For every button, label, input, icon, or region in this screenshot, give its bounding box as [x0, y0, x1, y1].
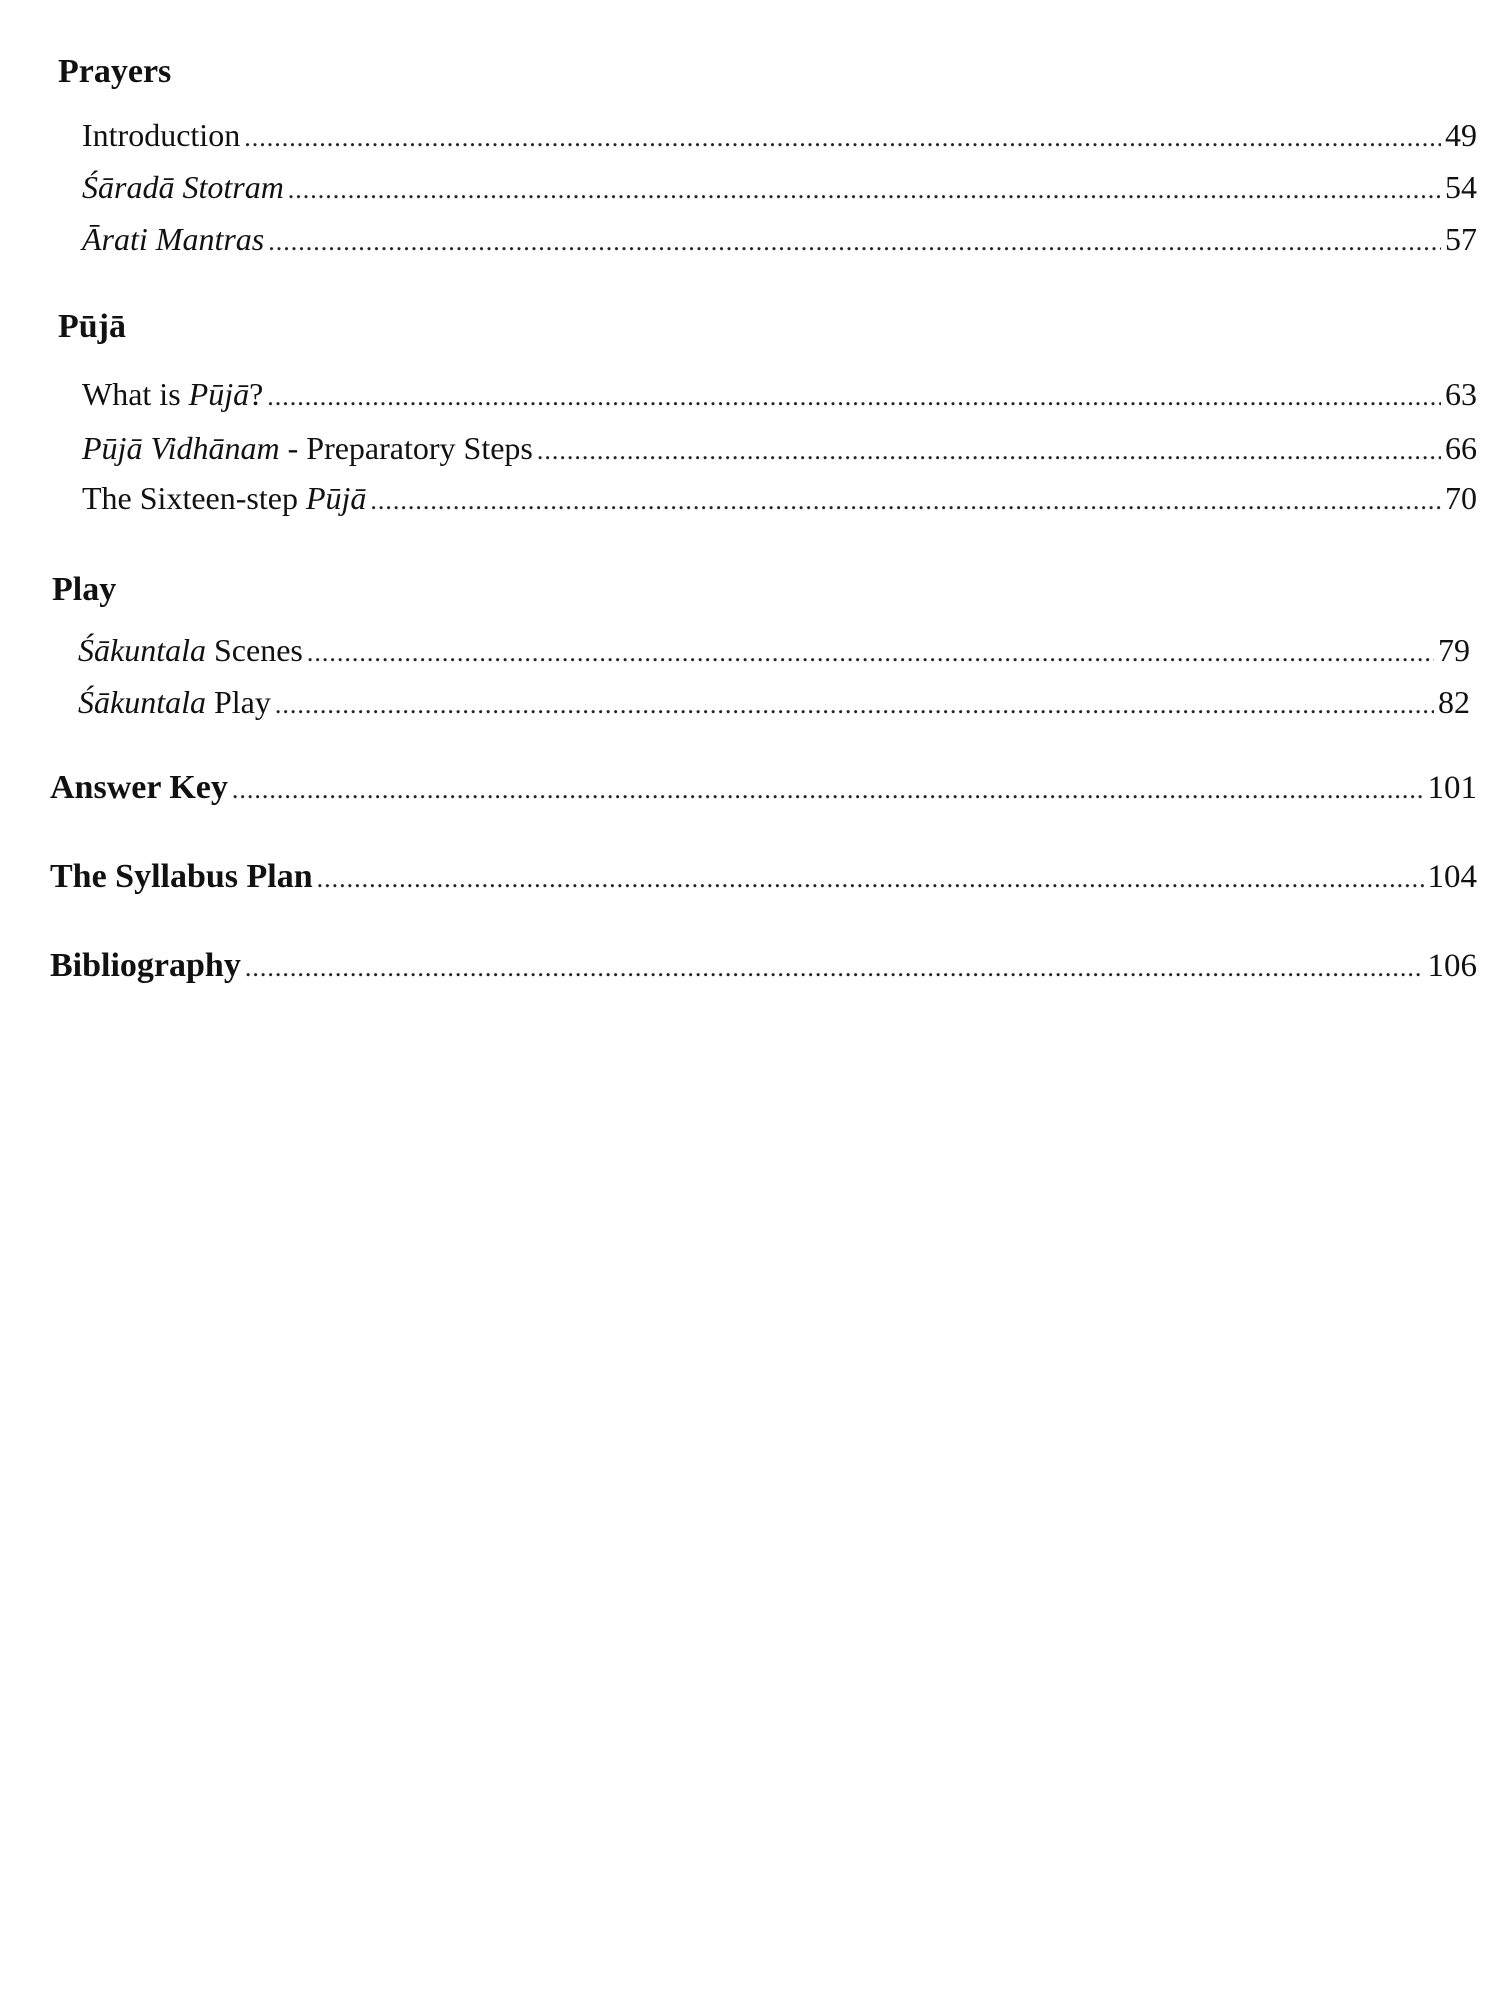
dot-leader [537, 431, 1441, 471]
dot-leader [307, 633, 1434, 673]
dot-leader [288, 170, 1441, 210]
title-after: ? [249, 376, 264, 412]
dot-leader [370, 481, 1441, 521]
toc-entry-title: Answer Key [50, 769, 228, 806]
dot-leader [245, 948, 1424, 988]
toc-entry-title [82, 374, 263, 414]
toc-entry-syllabus-plan[interactable] [50, 857, 1477, 899]
toc-page-number: 70 [1445, 480, 1477, 516]
toc-entry-title [82, 428, 533, 468]
toc-entry-arati-mantras[interactable] [82, 219, 1477, 262]
title-after: Scenes [205, 632, 303, 668]
toc-entry-title [78, 630, 303, 670]
toc-page-number: 66 [1445, 430, 1477, 466]
title-after: Play [205, 684, 271, 720]
toc-page-number: 49 [1445, 117, 1477, 153]
title-italic: Pūjā [305, 480, 367, 516]
dot-leader [317, 859, 1424, 899]
toc-entry-title [82, 478, 366, 518]
toc-page-number: 79 [1438, 632, 1470, 668]
toc-entry-title: Bibliography [50, 947, 241, 984]
title-plain: The Sixteen-step [82, 480, 306, 516]
toc-page-number: 101 [1427, 770, 1477, 806]
toc-entry-sakuntala-play[interactable] [78, 682, 1470, 725]
toc-page-number: 63 [1445, 376, 1477, 412]
toc-page-number: 82 [1438, 684, 1470, 720]
toc-page-number: 104 [1427, 859, 1477, 895]
toc-entry-sarada-stotram[interactable] [82, 167, 1477, 210]
toc-page-number: 106 [1427, 948, 1477, 984]
section-heading-prayers: Prayers [58, 53, 172, 90]
toc-entry-title: The Syllabus Plan [50, 858, 313, 895]
dot-leader [275, 685, 1434, 725]
toc-page-number: 54 [1445, 169, 1477, 205]
title-italic: Śākuntala [78, 684, 206, 720]
dot-leader [244, 118, 1441, 158]
section-heading-play: Play [52, 571, 117, 608]
toc-entry-title [78, 682, 271, 722]
toc-entry-sakuntala-scenes[interactable] [78, 630, 1470, 673]
toc-entry-title [82, 115, 240, 155]
title-italic: Śākuntala [78, 632, 206, 668]
dot-leader [267, 377, 1441, 417]
dot-leader [232, 770, 1424, 810]
toc-entry-sixteen-step-puja[interactable] [82, 478, 1477, 521]
toc-entry-what-is-puja[interactable] [82, 374, 1477, 417]
title-italic: Pūjā Vidhānam [82, 430, 280, 466]
toc-entry-title [82, 167, 284, 207]
toc-page-number: 57 [1445, 221, 1477, 257]
title-italic: Ārati Mantras [82, 221, 265, 257]
dot-leader [268, 222, 1441, 262]
title-plain: Introduction [82, 117, 241, 153]
toc-entry-answer-key[interactable] [50, 768, 1477, 810]
title-plain: What is [82, 376, 189, 412]
toc-entry-puja-vidhanam[interactable] [82, 428, 1477, 471]
toc-entry-bibliography[interactable] [50, 946, 1477, 988]
section-heading-puja: Pūjā [58, 308, 126, 345]
toc-entry-title [82, 219, 264, 259]
title-after: - Preparatory Steps [279, 430, 533, 466]
title-italic: Pūjā [188, 376, 250, 412]
title-italic: Śāradā Stotram [82, 169, 284, 205]
toc-entry-introduction[interactable] [82, 115, 1477, 158]
